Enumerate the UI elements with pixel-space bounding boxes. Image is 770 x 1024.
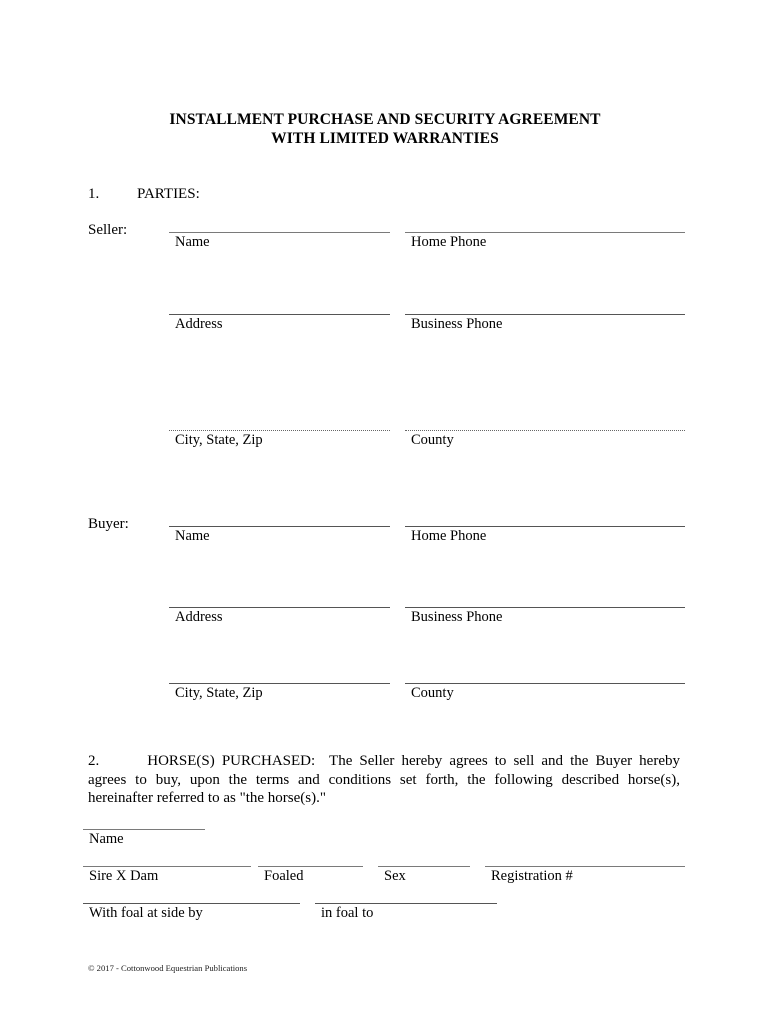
document-title bbox=[0, 110, 770, 148]
buyer-name-field[interactable] bbox=[169, 526, 390, 545]
horse-sire-dam-caption: Sire X Dam bbox=[89, 868, 159, 884]
horse-foaled-caption: Foaled bbox=[264, 868, 304, 884]
horse-foal-at-side-caption: With foal at side by bbox=[89, 905, 203, 921]
buyer-label: Buyer: bbox=[88, 516, 129, 532]
seller-name-caption: Name bbox=[175, 234, 210, 250]
copyright-footer: © 2017 - Cottonwood Equestrian Publications bbox=[88, 963, 248, 973]
horse-name-caption: Name bbox=[89, 831, 124, 847]
horse-registration-field[interactable] bbox=[485, 866, 685, 885]
horse-foal-at-side-field[interactable] bbox=[83, 903, 300, 922]
section-2-heading: HORSE(S) PURCHASED: bbox=[147, 753, 316, 769]
buyer-home-phone-caption: Home Phone bbox=[411, 528, 487, 544]
seller-city-state-zip-caption: City, State, Zip bbox=[175, 432, 263, 448]
horse-registration-caption: Registration # bbox=[491, 868, 573, 884]
title-line-2: WITH LIMITED WARRANTIES bbox=[271, 130, 499, 147]
section-1-number: 1. bbox=[88, 186, 100, 202]
buyer-business-phone-caption: Business Phone bbox=[411, 609, 503, 625]
buyer-address-caption: Address bbox=[175, 609, 223, 625]
horse-sex-field[interactable] bbox=[378, 866, 470, 885]
horse-name-field[interactable] bbox=[83, 829, 205, 848]
seller-address-caption: Address bbox=[175, 316, 223, 332]
buyer-home-phone-field[interactable] bbox=[405, 526, 685, 545]
buyer-county-caption: County bbox=[411, 685, 454, 701]
horse-in-foal-to-field[interactable] bbox=[315, 903, 497, 922]
section-1-heading: PARTIES: bbox=[137, 186, 200, 202]
seller-name-field[interactable] bbox=[169, 232, 390, 251]
buyer-county-field[interactable] bbox=[405, 683, 685, 702]
section-2-paragraph bbox=[88, 752, 680, 808]
horse-sire-dam-field[interactable] bbox=[83, 866, 251, 885]
horse-in-foal-to-caption: in foal to bbox=[321, 905, 374, 921]
seller-county-field[interactable] bbox=[405, 430, 685, 449]
buyer-name-caption: Name bbox=[175, 528, 210, 544]
section-2-number: 2. bbox=[88, 753, 100, 769]
seller-home-phone-field[interactable] bbox=[405, 232, 685, 251]
buyer-city-state-zip-field[interactable] bbox=[169, 683, 390, 702]
buyer-business-phone-field[interactable] bbox=[405, 607, 685, 626]
horse-foaled-field[interactable] bbox=[258, 866, 363, 885]
section-2-body: The Seller hereby agrees to sell and the Buyer hereby agrees to buy, upon the terms and conditions set forth, the following described horse(s), hereinafter referred to as "the horse(s)." bbox=[88, 753, 680, 807]
seller-business-phone-caption: Business Phone bbox=[411, 316, 503, 332]
seller-home-phone-caption: Home Phone bbox=[411, 234, 487, 250]
seller-label: Seller: bbox=[88, 222, 128, 238]
title-line-1: INSTALLMENT PURCHASE AND SECURITY AGREEMENT bbox=[169, 111, 601, 128]
seller-business-phone-field[interactable] bbox=[405, 314, 685, 333]
seller-city-state-zip-field[interactable] bbox=[169, 430, 390, 449]
buyer-address-field[interactable] bbox=[169, 607, 390, 626]
buyer-city-state-zip-caption: City, State, Zip bbox=[175, 685, 263, 701]
seller-address-field[interactable] bbox=[169, 314, 390, 333]
horse-sex-caption: Sex bbox=[384, 868, 406, 884]
seller-county-caption: County bbox=[411, 432, 454, 448]
